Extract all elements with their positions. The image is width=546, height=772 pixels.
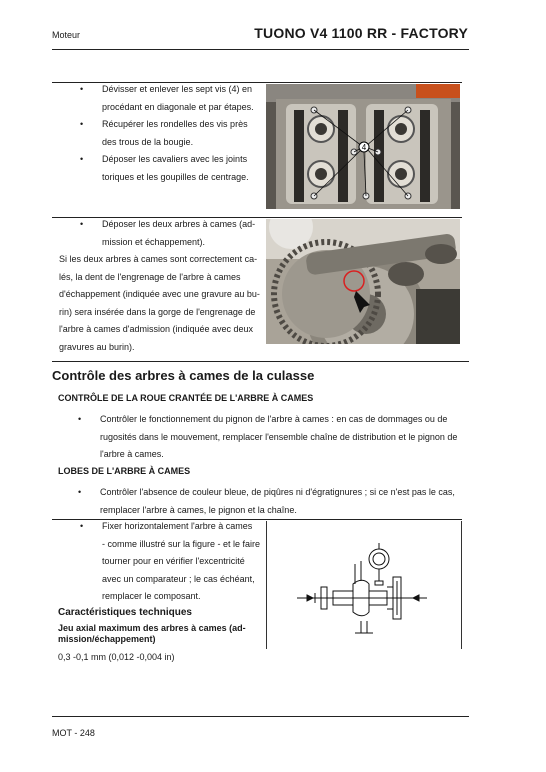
section-title: Contrôle des arbres à cames de la culasse [52, 368, 315, 383]
spec-value: 0,3 -0,1 mm (0,012 -0,004 in) [58, 652, 175, 662]
header-rule [52, 49, 469, 50]
bullet-line: Déposer les deux arbres à cames (ad- [102, 219, 256, 229]
document-title: TUONO V4 1100 RR - FACTORY [254, 25, 468, 41]
page-number: MOT - 248 [52, 728, 95, 738]
bullet-line: procédant en diagonale et par étapes. [102, 101, 254, 112]
subsection-title-lobes: LOBES DE L'ARBRE À CAMES [58, 466, 191, 476]
bullet-line: des trous de la bougie. [102, 136, 194, 147]
lobes-check-text [78, 484, 455, 519]
bullet-icon: • [80, 84, 84, 94]
paragraph-line: rin) sera insérée dans la gorge de l'engrenage de [59, 306, 256, 317]
text-line: remplacer l'arbre à cames, le pignon et la chaîne. [100, 504, 297, 515]
callout-label: 4 [361, 143, 367, 152]
bullet-line: - comme illustré sur la figure - et le faire [102, 538, 261, 549]
text-line: l'arbre à cames. [100, 449, 164, 459]
dial-gauge-diagram [266, 521, 462, 649]
footer-rule [52, 716, 469, 717]
bullet-icon: • [78, 487, 82, 497]
text-line: Contrôler l'absence de couleur bleue, de piqûres ni d'égratignures ; si ce n'est pas le cas, [100, 487, 455, 497]
bullet-line: remplacer le composant. [102, 591, 201, 601]
cylinder-head-photo [266, 84, 460, 209]
paragraph-line: d'échappement (indiquée avec une gravure au bu- [59, 289, 260, 299]
spec-title: Caractéristiques techniques [58, 607, 192, 618]
bullet-line: Déposer les cavaliers avec les joints [102, 154, 248, 164]
header-section: Moteur [52, 30, 81, 40]
subsection-title-gear: CONTRÔLE DE LA ROUE CRANTÉE DE L'ARBRE À CAMES [58, 393, 314, 403]
gear-check-text [78, 411, 458, 464]
block2-bullet [80, 216, 256, 251]
camshaft-gears-photo [266, 219, 460, 344]
bullet-line: Récupérer les rondelles des vis près [102, 119, 248, 129]
spec-label-line: Jeu axial maximum des arbres à cames (ad- [58, 623, 246, 633]
bullet-line: Dévisser et enlever les sept vis (4) en [102, 84, 253, 94]
bullet-icon: • [78, 414, 82, 424]
text-line: rugosités dans le mouvement, remplacer l'ensemble chaîne de distribution et le pignon de [100, 431, 458, 442]
bullet-line: toriques et les goupilles de centrage. [102, 171, 249, 182]
block3-bullet [80, 518, 261, 606]
bullet-line: avec un comparateur ; le cas échéant, [102, 573, 255, 584]
bullet-line: tourner pour en vérifier l'excentricité [102, 556, 245, 566]
spec-label-line: mission/échappement) [58, 634, 156, 644]
paragraph-line: l'arbre à cames d'admission (indiquée avec deux [59, 324, 254, 334]
paragraph-line: gravures au burin). [59, 341, 135, 352]
bullet-icon: • [80, 521, 84, 531]
bullet-icon: • [80, 154, 84, 164]
bullet-line: Fixer horizontalement l'arbre à cames [102, 521, 253, 531]
bullet-icon: • [80, 119, 84, 129]
paragraph-line: lés, la dent de l'engrenage de l'arbre à cames [59, 271, 241, 282]
bullet-icon: • [80, 219, 84, 229]
paragraph-line: Si les deux arbres à cames sont correctement ca- [59, 254, 258, 264]
spec-label [58, 623, 246, 645]
block2-paragraph [59, 251, 260, 356]
text-line: Contrôler le fonctionnement du pignon de l'arbre à cames : en cas de dommages ou de [100, 414, 448, 424]
bullet-line: mission et échappement). [102, 236, 206, 247]
block1-bullet-list [80, 81, 254, 186]
section-rule [52, 361, 469, 362]
